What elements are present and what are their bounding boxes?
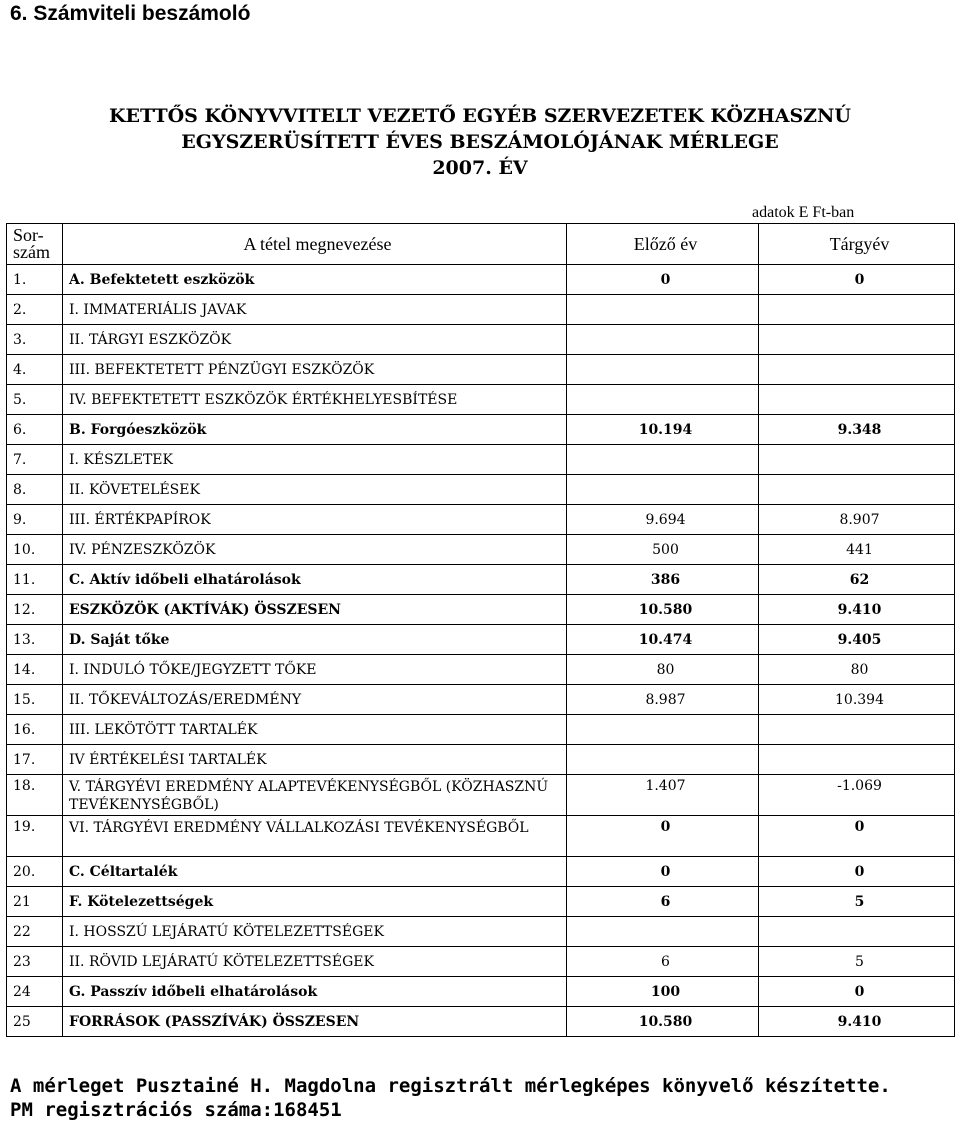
row-previous-year-value [567, 475, 759, 505]
table-row [7, 445, 955, 475]
table-row [7, 415, 955, 445]
row-number: 18. [7, 775, 63, 816]
row-item-name: VI. TÁRGYÉVI EREDMÉNY VÁLLALKOZÁSI TEVÉKENYSÉGBŐL [63, 816, 567, 857]
table-row [7, 775, 955, 816]
table-row [7, 295, 955, 325]
row-number: 7. [7, 445, 63, 475]
row-previous-year-value: 0 [567, 857, 759, 887]
row-number: 2. [7, 295, 63, 325]
row-number: 10. [7, 535, 63, 565]
balance-sheet-table [6, 223, 955, 1037]
row-item-name: I. HOSSZÚ LEJÁRATÚ KÖTELEZETTSÉGEK [63, 917, 567, 947]
table-row [7, 535, 955, 565]
row-number: 13. [7, 625, 63, 655]
row-item-name: I. KÉSZLETEK [63, 445, 567, 475]
row-current-year-value: 9.410 [759, 1007, 955, 1037]
document-title [0, 103, 960, 181]
row-number: 4. [7, 355, 63, 385]
table-row [7, 1007, 955, 1037]
row-item-name: II. TÁRGYI ESZKÖZÖK [63, 325, 567, 355]
row-previous-year-value: 6 [567, 887, 759, 917]
row-previous-year-value: 10.194 [567, 415, 759, 445]
table-row [7, 655, 955, 685]
row-current-year-value [759, 745, 955, 775]
table-row [7, 325, 955, 355]
row-item-name: IV. PÉNZESZKÖZÖK [63, 535, 567, 565]
row-item-name: C. Céltartalék [63, 857, 567, 887]
table-row [7, 355, 955, 385]
row-previous-year-value: 10.580 [567, 595, 759, 625]
row-current-year-value [759, 385, 955, 415]
row-previous-year-value: 100 [567, 977, 759, 1007]
footer-registration: PM regisztrációs száma:168451 [10, 1099, 342, 1121]
row-previous-year-value [567, 745, 759, 775]
table-header-row [7, 224, 955, 265]
row-item-name: II. RÖVID LEJÁRATÚ KÖTELEZETTSÉGEK [63, 947, 567, 977]
table-row [7, 977, 955, 1007]
row-number: 5. [7, 385, 63, 415]
row-number: 8. [7, 475, 63, 505]
row-item-name: D. Saját tőke [63, 625, 567, 655]
table-row [7, 887, 955, 917]
row-number: 20. [7, 857, 63, 887]
row-item-name: II. TŐKEVÁLTOZÁS/EREDMÉNY [63, 685, 567, 715]
row-current-year-value [759, 295, 955, 325]
row-current-year-value [759, 445, 955, 475]
row-previous-year-value [567, 295, 759, 325]
row-item-name: II. KÖVETELÉSEK [63, 475, 567, 505]
table-row [7, 385, 955, 415]
row-number: 24 [7, 977, 63, 1007]
table-row [7, 917, 955, 947]
row-number: 3. [7, 325, 63, 355]
row-number: 15. [7, 685, 63, 715]
row-current-year-value: -1.069 [759, 775, 955, 816]
row-previous-year-value [567, 715, 759, 745]
row-item-name: G. Passzív időbeli elhatárolások [63, 977, 567, 1007]
row-item-name: IV ÉRTÉKELÉSI TARTALÉK [63, 745, 567, 775]
row-item-name: C. Aktív időbeli elhatárolások [63, 565, 567, 595]
row-number: 16. [7, 715, 63, 745]
table-row [7, 715, 955, 745]
row-item-name: III. BEFEKTETETT PÉNZÜGYI ESZKÖZÖK [63, 355, 567, 385]
row-number: 11. [7, 565, 63, 595]
row-current-year-value: 0 [759, 265, 955, 295]
row-current-year-value: 9.348 [759, 415, 955, 445]
row-current-year-value [759, 475, 955, 505]
table-row [7, 857, 955, 887]
row-current-year-value [759, 715, 955, 745]
row-previous-year-value [567, 325, 759, 355]
row-item-name: V. TÁRGYÉVI EREDMÉNY ALAPTEVÉKENYSÉGBŐL (KÖZHASZNÚ TEVÉKENYSÉGBŐL) [63, 775, 567, 816]
row-current-year-value: 62 [759, 565, 955, 595]
table-row [7, 595, 955, 625]
row-item-name: B. Forgóeszközök [63, 415, 567, 445]
title-line-3: 2007. ÉV [432, 157, 528, 179]
row-previous-year-value: 9.694 [567, 505, 759, 535]
row-item-name: A. Befektetett eszközök [63, 265, 567, 295]
footer-author: A mérleget Pusztainé H. Magdolna regisztrált mérlegképes könyvelő készítette. [10, 1075, 891, 1097]
row-previous-year-value: 6 [567, 947, 759, 977]
row-previous-year-value [567, 385, 759, 415]
row-current-year-value: 0 [759, 977, 955, 1007]
table-row [7, 265, 955, 295]
table-row [7, 505, 955, 535]
row-current-year-value [759, 355, 955, 385]
header-current-year: Tárgyév [759, 224, 955, 265]
row-item-name: I. IMMATERIÁLIS JAVAK [63, 295, 567, 325]
footer-note [10, 1074, 891, 1122]
row-current-year-value: 9.405 [759, 625, 955, 655]
row-previous-year-value: 80 [567, 655, 759, 685]
table-row [7, 625, 955, 655]
row-item-name: III. LEKÖTÖTT TARTALÉK [63, 715, 567, 745]
row-item-name: ESZKÖZÖK (AKTÍVÁK) ÖSSZESEN [63, 595, 567, 625]
row-number: 9. [7, 505, 63, 535]
section-title: 6. Számviteli beszámoló [10, 2, 251, 25]
row-number: 12. [7, 595, 63, 625]
row-item-name: III. ÉRTÉKPAPÍROK [63, 505, 567, 535]
row-number: 25 [7, 1007, 63, 1037]
row-number: 21 [7, 887, 63, 917]
row-previous-year-value [567, 355, 759, 385]
header-row-number-line2: szám [13, 242, 50, 262]
row-number: 23 [7, 947, 63, 977]
row-number: 22 [7, 917, 63, 947]
row-current-year-value: 80 [759, 655, 955, 685]
row-previous-year-value: 8.987 [567, 685, 759, 715]
table-row [7, 745, 955, 775]
row-number: 1. [7, 265, 63, 295]
header-previous-year: Előző év [567, 224, 759, 265]
row-current-year-value: 0 [759, 857, 955, 887]
row-current-year-value: 5 [759, 947, 955, 977]
row-item-name: F. Kötelezettségek [63, 887, 567, 917]
row-current-year-value: 5 [759, 887, 955, 917]
table-row [7, 565, 955, 595]
row-previous-year-value: 1.407 [567, 775, 759, 816]
row-number: 6. [7, 415, 63, 445]
row-previous-year-value: 10.474 [567, 625, 759, 655]
table-row [7, 685, 955, 715]
row-current-year-value: 10.394 [759, 685, 955, 715]
row-current-year-value [759, 325, 955, 355]
row-item-name: FORRÁSOK (PASSZÍVÁK) ÖSSZESEN [63, 1007, 567, 1037]
row-current-year-value [759, 917, 955, 947]
table-row [7, 475, 955, 505]
row-number: 14. [7, 655, 63, 685]
title-line-1: KETTŐS KÖNYVVITELT VEZETŐ EGYÉB SZERVEZETEK KÖZHASZNÚ [109, 105, 851, 127]
row-current-year-value: 441 [759, 535, 955, 565]
units-note: adatok E Ft-ban [752, 204, 855, 221]
row-number: 17. [7, 745, 63, 775]
row-previous-year-value: 500 [567, 535, 759, 565]
row-previous-year-value: 0 [567, 816, 759, 857]
table-row [7, 816, 955, 857]
row-previous-year-value [567, 445, 759, 475]
title-line-2: EGYSZERÜSÍTETT ÉVES BESZÁMOLÓJÁNAK MÉRLEGE [181, 131, 779, 153]
row-current-year-value: 0 [759, 816, 955, 857]
row-previous-year-value [567, 917, 759, 947]
row-previous-year-value: 386 [567, 565, 759, 595]
row-item-name: IV. BEFEKTETETT ESZKÖZÖK ÉRTÉKHELYESBÍTÉSE [63, 385, 567, 415]
row-current-year-value: 9.410 [759, 595, 955, 625]
row-previous-year-value: 0 [567, 265, 759, 295]
header-row-number [7, 224, 63, 265]
header-item-name: A tétel megnevezése [63, 224, 567, 265]
table-row [7, 947, 955, 977]
row-item-name: I. INDULÓ TŐKE/JEGYZETT TŐKE [63, 655, 567, 685]
header-row-number-line1: Sor- [13, 225, 44, 245]
row-previous-year-value: 10.580 [567, 1007, 759, 1037]
row-current-year-value: 8.907 [759, 505, 955, 535]
row-number: 19. [7, 816, 63, 857]
